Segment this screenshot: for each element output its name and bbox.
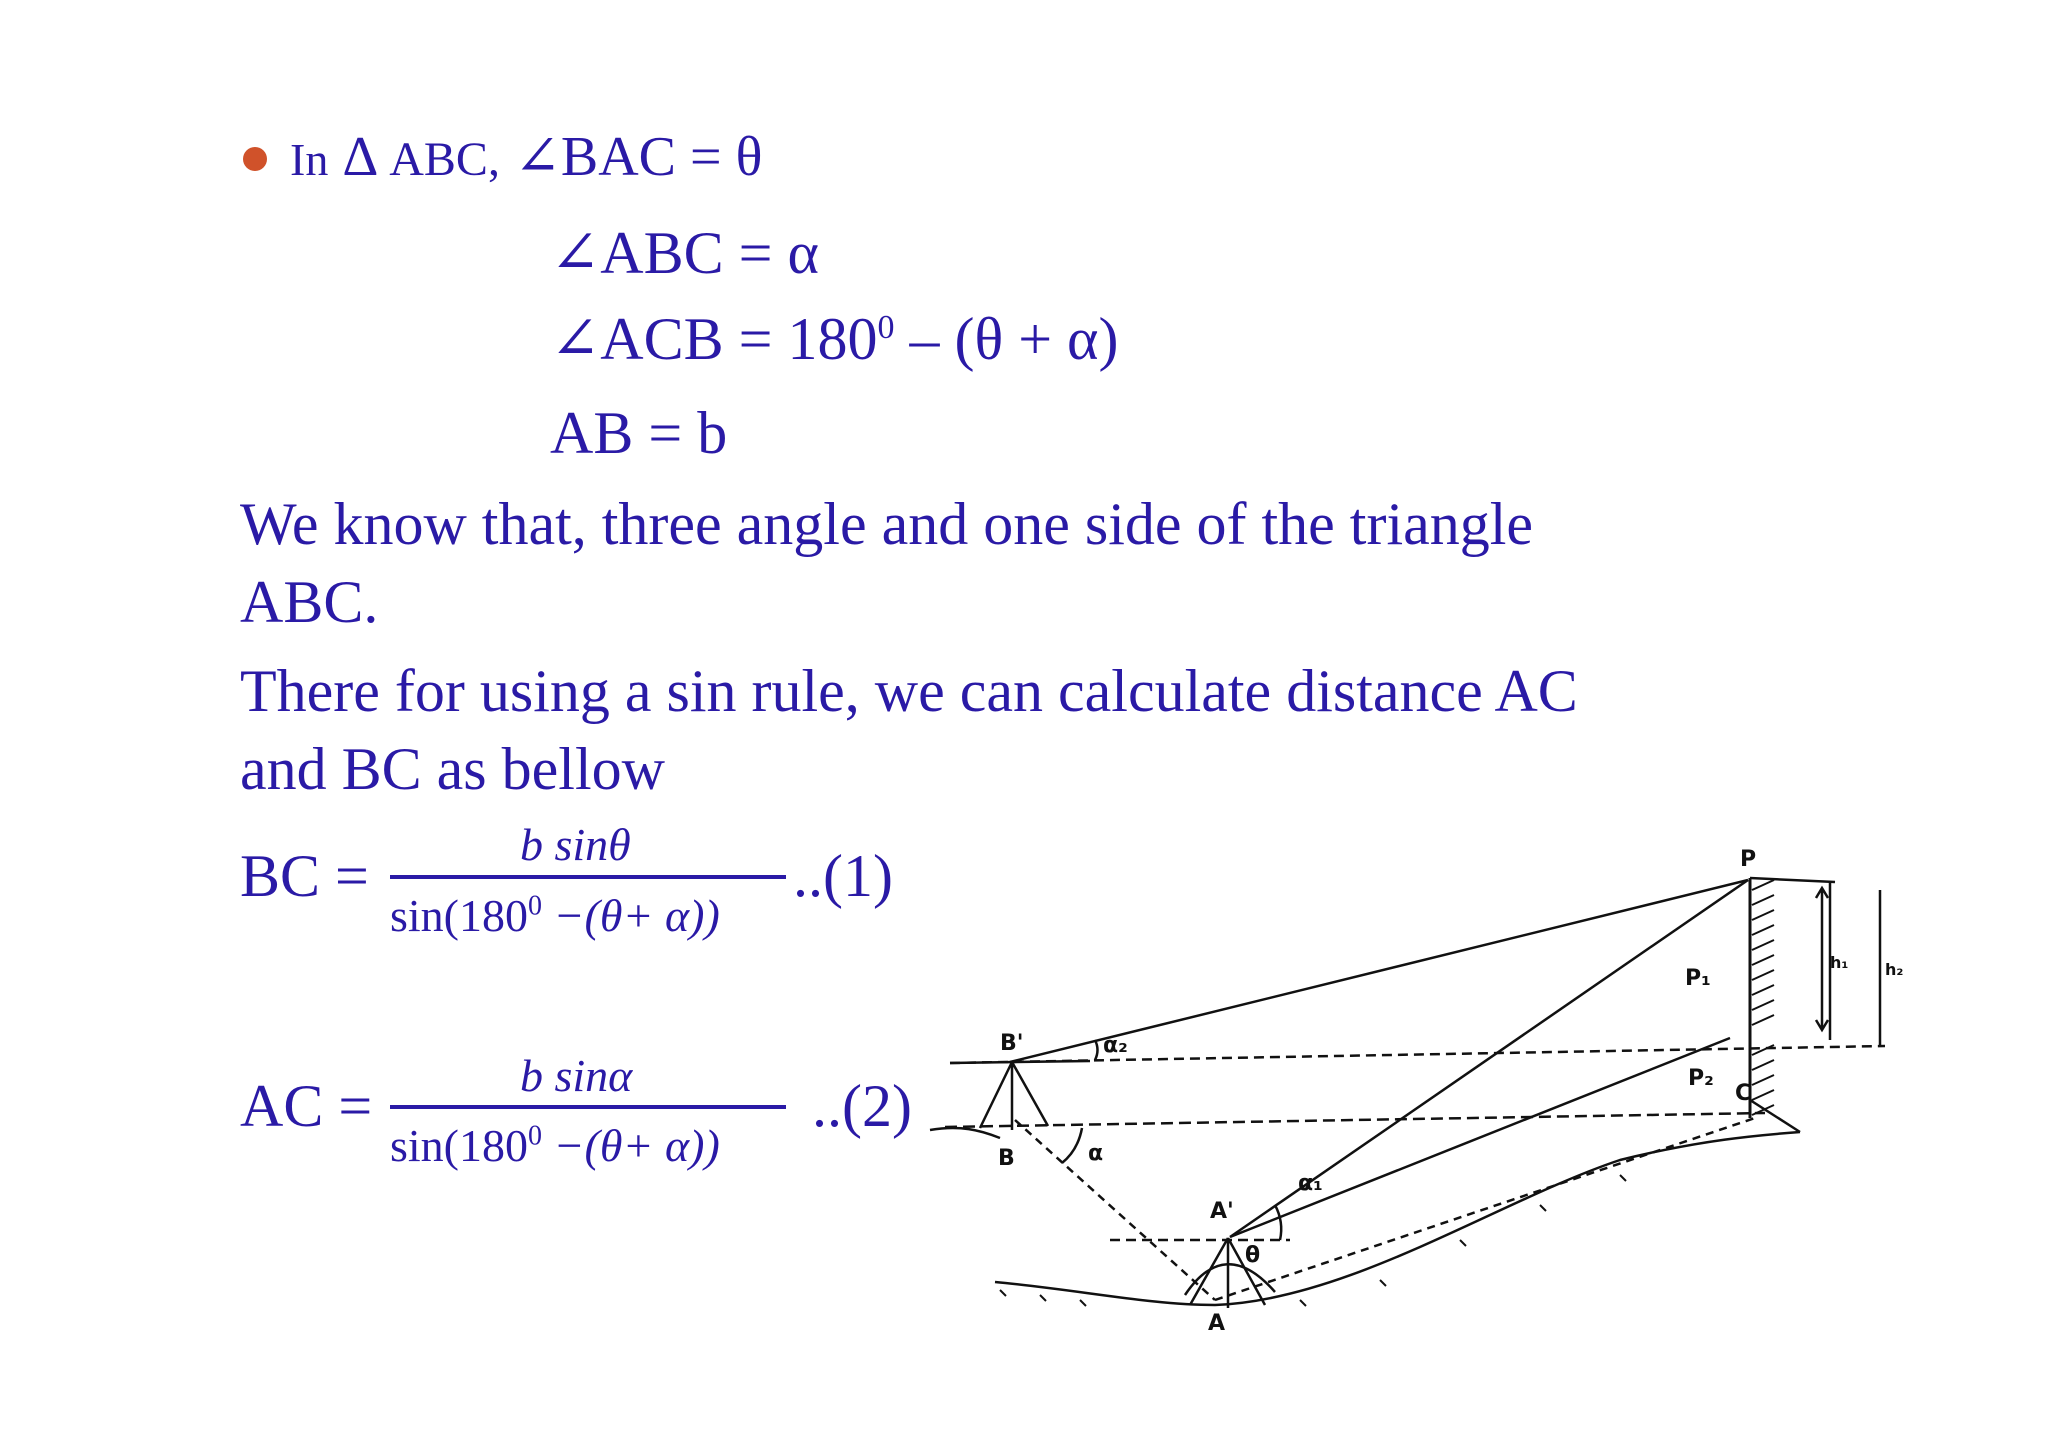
h1-dimension [1816,888,1828,1030]
side-ab: AB = b [550,400,728,466]
sight-line-a-prime-p2 [1230,1038,1730,1237]
eq1-den-main: sin(180 [390,890,528,941]
line-b-a [1015,1120,1215,1300]
label-h1: h₁ [1830,953,1849,972]
paragraph-2-line-2: and BC as bellow [240,736,665,802]
arc-alpha2 [1095,1040,1098,1060]
bullet-prefix: In [290,134,329,185]
ground-left [930,1128,1000,1138]
angle-acb-rest: – (θ + α) [894,306,1119,372]
line-a-c [1215,1118,1755,1300]
angle-acb-degree: 0 [877,309,895,346]
triangle-name: ABC, [389,133,500,186]
label-alpha: α [1088,1141,1104,1166]
label-a: A [1208,1311,1226,1336]
eq2-tag: ..(2) [812,1073,912,1139]
tower-base-slope [1750,1100,1800,1132]
eq1-den-degree: 0 [528,890,542,922]
tower-top [1750,878,1835,882]
label-theta: θ [1245,1243,1261,1268]
eq2-num-b: b [520,1050,543,1101]
eq2-den-rest: −(θ+ α)) [542,1120,720,1171]
eq2-lhs: AC = [240,1073,373,1139]
line-b-prime-solid [950,1061,1090,1063]
tower-hatch [1752,880,1774,1115]
eq2-den-degree: 0 [528,1120,542,1152]
ground-profile [995,1132,1800,1305]
label-c: C [1735,1081,1752,1106]
paragraph-1-line-1: We know that, three angle and one side of the triangle [240,491,1534,557]
label-alpha2: α₂ [1103,1033,1128,1058]
angle-acb-main: ∠ACB = 180 [550,306,878,372]
label-b-prime: B' [1000,1031,1024,1056]
eq1-num-sin: sinθ [554,819,631,870]
delta-symbol: Δ [342,126,376,188]
angle-bac: ∠BAC = θ [513,126,763,188]
angle-abc: ∠ABC = α [550,220,819,286]
eq1-lhs: BC = [240,843,369,909]
paragraph-1-line-2: ABC. [240,569,379,635]
eq2-den-main: sin(180 [390,1120,528,1171]
label-p1: P₁ [1685,966,1711,991]
arc-alpha1 [1275,1205,1281,1240]
paragraph-2-line-1: There for using a sin rule, we can calculate distance AC [240,658,1578,724]
eq1-tag: ..(1) [793,843,893,909]
label-p2: P₂ [1688,1066,1714,1091]
label-p: P [1740,847,1757,872]
label-a-prime: A' [1210,1199,1234,1224]
label-h2: h₂ [1885,960,1904,979]
horizontal-line-b-prime [950,1046,1885,1063]
label-b: B [998,1146,1015,1171]
eq1-den-rest: −(θ+ α)) [542,890,720,941]
tripod-b-prime [980,1062,1048,1130]
eq2-num-sin: sinα [554,1050,633,1101]
horizontal-line-b [945,1113,1765,1127]
arc-alpha [1062,1128,1082,1163]
label-alpha1: α₁ [1298,1171,1323,1196]
eq1-num-b: b [520,819,543,870]
